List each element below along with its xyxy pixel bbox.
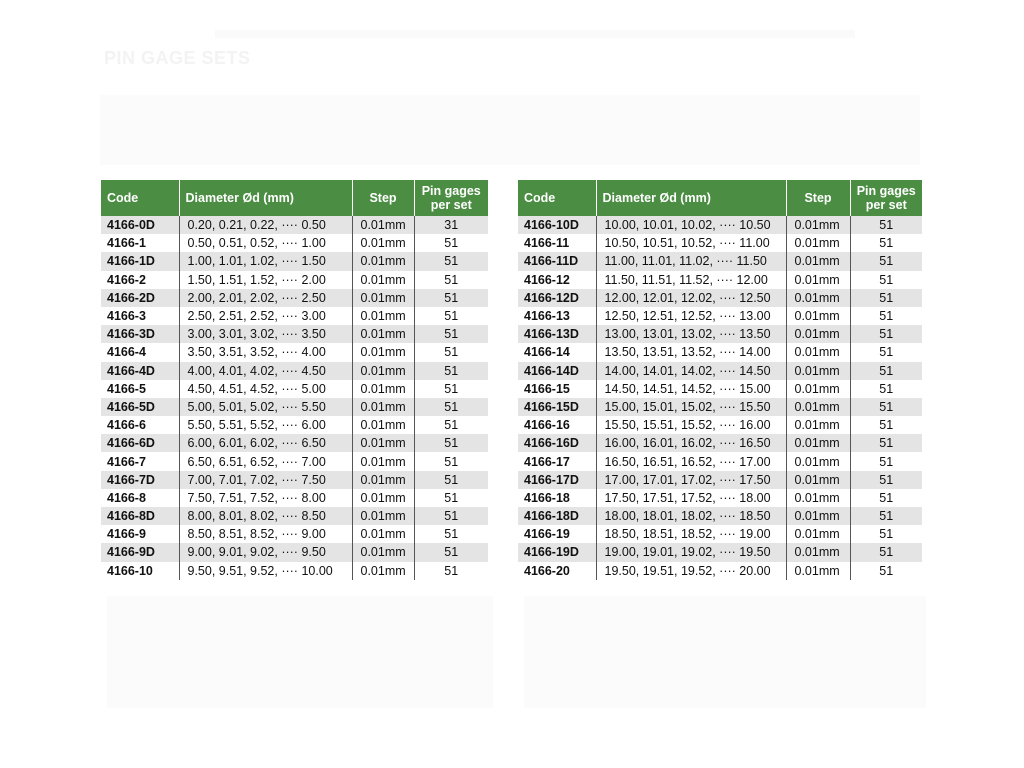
cell-pins-per-set: 51: [414, 471, 488, 489]
cell-code: 4166-7D: [101, 471, 179, 489]
cell-diameter: 11.50, 11.51, 11.52, ···· 12.00: [596, 271, 786, 289]
cell-code: 4166-10: [101, 562, 179, 580]
table-row: [518, 416, 922, 434]
cell-diameter: 6.50, 6.51, 6.52, ···· 7.00: [179, 452, 352, 470]
table-row: [101, 489, 488, 507]
faint-text-block: [100, 95, 920, 165]
cell-pins-per-set: 51: [850, 362, 922, 380]
cell-step: 0.01mm: [352, 252, 414, 270]
cell-code: 4166-6D: [101, 434, 179, 452]
cell-pins-per-set: 51: [414, 380, 488, 398]
cell-diameter: 8.00, 8.01, 8.02, ···· 8.50: [179, 507, 352, 525]
table-row: [518, 380, 922, 398]
cell-code: 4166-13: [518, 307, 596, 325]
cell-step: 0.01mm: [786, 252, 850, 270]
cell-pins-per-set: 51: [414, 307, 488, 325]
cell-step: 0.01mm: [352, 434, 414, 452]
cell-code: 4166-9D: [101, 543, 179, 561]
cell-step: 0.01mm: [786, 471, 850, 489]
header-step: Step: [352, 180, 414, 216]
cell-diameter: 13.00, 13.01, 13.02, ···· 13.50: [596, 325, 786, 343]
cell-diameter: 16.50, 16.51, 16.52, ···· 17.00: [596, 452, 786, 470]
cell-diameter: 19.50, 19.51, 19.52, ···· 20.00: [596, 562, 786, 580]
cell-pins-per-set: 51: [414, 362, 488, 380]
cell-code: 4166-2: [101, 271, 179, 289]
cell-diameter: 5.00, 5.01, 5.02, ···· 5.50: [179, 398, 352, 416]
cell-pins-per-set: 31: [414, 216, 488, 234]
cell-step: 0.01mm: [352, 471, 414, 489]
header-code: Code: [101, 180, 179, 216]
cell-step: 0.01mm: [786, 507, 850, 525]
cell-diameter: 15.00, 15.01, 15.02, ···· 15.50: [596, 398, 786, 416]
table-row: [518, 434, 922, 452]
table-row: [518, 525, 922, 543]
table-row: [518, 452, 922, 470]
cell-diameter: 17.50, 17.51, 17.52, ···· 18.00: [596, 489, 786, 507]
cell-diameter: 18.50, 18.51, 18.52, ···· 19.00: [596, 525, 786, 543]
table-row: [101, 307, 488, 325]
cell-step: 0.01mm: [786, 525, 850, 543]
cell-pins-per-set: 51: [414, 525, 488, 543]
cell-code: 4166-19: [518, 525, 596, 543]
cell-code: 4166-3: [101, 307, 179, 325]
cell-diameter: 13.50, 13.51, 13.52, ···· 14.00: [596, 343, 786, 361]
cell-step: 0.01mm: [352, 380, 414, 398]
cell-pins-per-set: 51: [414, 434, 488, 452]
cell-code: 4166-18: [518, 489, 596, 507]
cell-diameter: 15.50, 15.51, 15.52, ···· 16.00: [596, 416, 786, 434]
cell-diameter: 1.50, 1.51, 1.52, ···· 2.00: [179, 271, 352, 289]
cell-step: 0.01mm: [352, 234, 414, 252]
table-row: [101, 343, 488, 361]
cell-pins-per-set: 51: [850, 216, 922, 234]
cell-pins-per-set: 51: [414, 289, 488, 307]
cell-pins-per-set: 51: [414, 252, 488, 270]
cell-diameter: 12.00, 12.01, 12.02, ···· 12.50: [596, 289, 786, 307]
cell-pins-per-set: 51: [414, 234, 488, 252]
cell-code: 4166-15: [518, 380, 596, 398]
cell-diameter: 8.50, 8.51, 8.52, ···· 9.00: [179, 525, 352, 543]
cell-step: 0.01mm: [786, 307, 850, 325]
cell-code: 4166-1D: [101, 252, 179, 270]
table-row: [101, 362, 488, 380]
table-row: [518, 289, 922, 307]
cell-code: 4166-4: [101, 343, 179, 361]
cell-pins-per-set: 51: [414, 543, 488, 561]
table-row: [518, 489, 922, 507]
cell-diameter: 10.00, 10.01, 10.02, ···· 10.50: [596, 216, 786, 234]
cell-pins-per-set: 51: [414, 343, 488, 361]
cell-step: 0.01mm: [786, 562, 850, 580]
table-row: [101, 216, 488, 234]
table-row: [518, 562, 922, 580]
table-row: [101, 452, 488, 470]
cell-step: 0.01mm: [786, 216, 850, 234]
cell-diameter: 0.20, 0.21, 0.22, ···· 0.50: [179, 216, 352, 234]
cell-pins-per-set: 51: [414, 325, 488, 343]
cell-code: 4166-15D: [518, 398, 596, 416]
header-pins-per-set: Pin gages per set: [850, 180, 922, 216]
cell-step: 0.01mm: [786, 362, 850, 380]
cell-code: 4166-4D: [101, 362, 179, 380]
cell-code: 4166-8: [101, 489, 179, 507]
table-row: [101, 507, 488, 525]
cell-code: 4166-20: [518, 562, 596, 580]
cell-pins-per-set: 51: [414, 416, 488, 434]
cell-code: 4166-18D: [518, 507, 596, 525]
cell-diameter: 10.50, 10.51, 10.52, ···· 11.00: [596, 234, 786, 252]
table-row: [518, 362, 922, 380]
table-row: [518, 507, 922, 525]
cell-code: 4166-12: [518, 271, 596, 289]
table-row: [101, 562, 488, 580]
cell-code: 4166-11D: [518, 252, 596, 270]
faint-footer-box-right: [524, 596, 926, 708]
cell-diameter: 7.50, 7.51, 7.52, ···· 8.00: [179, 489, 352, 507]
cell-step: 0.01mm: [786, 489, 850, 507]
cell-step: 0.01mm: [786, 325, 850, 343]
table-row: [518, 216, 922, 234]
cell-diameter: 9.50, 9.51, 9.52, ···· 10.00: [179, 562, 352, 580]
cell-pins-per-set: 51: [850, 562, 922, 580]
cell-step: 0.01mm: [786, 543, 850, 561]
cell-code: 4166-13D: [518, 325, 596, 343]
cell-step: 0.01mm: [352, 289, 414, 307]
cell-diameter: 11.00, 11.01, 11.02, ···· 11.50: [596, 252, 786, 270]
cell-step: 0.01mm: [352, 271, 414, 289]
cell-diameter: 1.00, 1.01, 1.02, ···· 1.50: [179, 252, 352, 270]
cell-code: 4166-7: [101, 452, 179, 470]
header-pins-per-set: Pin gages per set: [414, 180, 488, 216]
cell-pins-per-set: 51: [850, 471, 922, 489]
cell-diameter: 0.50, 0.51, 0.52, ···· 1.00: [179, 234, 352, 252]
cell-step: 0.01mm: [352, 562, 414, 580]
cell-step: 0.01mm: [352, 325, 414, 343]
cell-diameter: 2.50, 2.51, 2.52, ···· 3.00: [179, 307, 352, 325]
table-header-row: [518, 180, 922, 216]
cell-code: 4166-12D: [518, 289, 596, 307]
cell-pins-per-set: 51: [850, 543, 922, 561]
cell-pins-per-set: 51: [850, 452, 922, 470]
cell-step: 0.01mm: [786, 271, 850, 289]
table-row: [518, 543, 922, 561]
cell-diameter: 14.00, 14.01, 14.02, ···· 14.50: [596, 362, 786, 380]
header-step: Step: [786, 180, 850, 216]
cell-pins-per-set: 51: [850, 380, 922, 398]
table-body-right: [518, 216, 922, 580]
cell-step: 0.01mm: [352, 416, 414, 434]
cell-step: 0.01mm: [352, 452, 414, 470]
cell-diameter: 3.50, 3.51, 3.52, ···· 4.00: [179, 343, 352, 361]
table-row: [101, 434, 488, 452]
table-row: [518, 471, 922, 489]
cell-pins-per-set: 51: [414, 489, 488, 507]
cell-code: 4166-0D: [101, 216, 179, 234]
table-row: [518, 271, 922, 289]
cell-pins-per-set: 51: [850, 271, 922, 289]
table-row: [101, 525, 488, 543]
header-diameter: Diameter Ød (mm): [179, 180, 352, 216]
cell-code: 4166-14: [518, 343, 596, 361]
table-row: [101, 289, 488, 307]
cell-diameter: 6.00, 6.01, 6.02, ···· 6.50: [179, 434, 352, 452]
cell-step: 0.01mm: [786, 452, 850, 470]
faint-header-rule: [215, 30, 855, 38]
cell-diameter: 2.00, 2.01, 2.02, ···· 2.50: [179, 289, 352, 307]
cell-pins-per-set: 51: [414, 507, 488, 525]
cell-diameter: 16.00, 16.01, 16.02, ···· 16.50: [596, 434, 786, 452]
cell-step: 0.01mm: [352, 525, 414, 543]
cell-code: 4166-11: [518, 234, 596, 252]
cell-code: 4166-1: [101, 234, 179, 252]
cell-pins-per-set: 51: [414, 562, 488, 580]
cell-pins-per-set: 51: [850, 434, 922, 452]
cell-pins-per-set: 51: [850, 343, 922, 361]
cell-diameter: 4.50, 4.51, 4.52, ···· 5.00: [179, 380, 352, 398]
cell-step: 0.01mm: [786, 234, 850, 252]
table-row: [101, 234, 488, 252]
cell-diameter: 18.00, 18.01, 18.02, ···· 18.50: [596, 507, 786, 525]
cell-code: 4166-5: [101, 380, 179, 398]
cell-diameter: 9.00, 9.01, 9.02, ···· 9.50: [179, 543, 352, 561]
cell-diameter: 4.00, 4.01, 4.02, ···· 4.50: [179, 362, 352, 380]
cell-code: 4166-16: [518, 416, 596, 434]
table-row: [101, 252, 488, 270]
table-row: [518, 398, 922, 416]
pin-gage-table-right: [518, 180, 922, 580]
cell-step: 0.01mm: [352, 343, 414, 361]
cell-pins-per-set: 51: [850, 398, 922, 416]
table-row: [101, 543, 488, 561]
cell-pins-per-set: 51: [414, 271, 488, 289]
cell-pins-per-set: 51: [850, 252, 922, 270]
cell-step: 0.01mm: [352, 307, 414, 325]
faint-footer-box-left: [107, 596, 493, 708]
cell-step: 0.01mm: [786, 380, 850, 398]
table-row: [518, 325, 922, 343]
cell-code: 4166-17: [518, 452, 596, 470]
cell-step: 0.01mm: [352, 398, 414, 416]
header-code: Code: [518, 180, 596, 216]
cell-pins-per-set: 51: [850, 416, 922, 434]
cell-diameter: 19.00, 19.01, 19.02, ···· 19.50: [596, 543, 786, 561]
cell-step: 0.01mm: [786, 343, 850, 361]
cell-step: 0.01mm: [352, 543, 414, 561]
table-row: [518, 234, 922, 252]
table-row: [518, 252, 922, 270]
header-diameter: Diameter Ød (mm): [596, 180, 786, 216]
table-row: [101, 380, 488, 398]
cell-pins-per-set: 51: [414, 452, 488, 470]
table-row: [518, 343, 922, 361]
cell-step: 0.01mm: [352, 216, 414, 234]
cell-step: 0.01mm: [786, 289, 850, 307]
cell-code: 4166-3D: [101, 325, 179, 343]
table-body-left: [101, 216, 488, 580]
table-row: [101, 271, 488, 289]
cell-diameter: 12.50, 12.51, 12.52, ···· 13.00: [596, 307, 786, 325]
cell-step: 0.01mm: [352, 507, 414, 525]
cell-code: 4166-8D: [101, 507, 179, 525]
cell-code: 4166-5D: [101, 398, 179, 416]
cell-pins-per-set: 51: [850, 489, 922, 507]
cell-code: 4166-6: [101, 416, 179, 434]
table-row: [101, 325, 488, 343]
cell-diameter: 5.50, 5.51, 5.52, ···· 6.00: [179, 416, 352, 434]
table-row: [101, 471, 488, 489]
cell-pins-per-set: 51: [850, 234, 922, 252]
cell-code: 4166-10D: [518, 216, 596, 234]
table-row: [518, 307, 922, 325]
pin-gage-table-left: [101, 180, 488, 580]
cell-code: 4166-17D: [518, 471, 596, 489]
cell-code: 4166-14D: [518, 362, 596, 380]
cell-diameter: 7.00, 7.01, 7.02, ···· 7.50: [179, 471, 352, 489]
cell-pins-per-set: 51: [850, 307, 922, 325]
faint-page-title: PIN GAGE SETS: [104, 48, 251, 68]
cell-code: 4166-2D: [101, 289, 179, 307]
table-row: [101, 416, 488, 434]
cell-code: 4166-16D: [518, 434, 596, 452]
cell-step: 0.01mm: [786, 434, 850, 452]
cell-step: 0.01mm: [352, 362, 414, 380]
cell-step: 0.01mm: [786, 416, 850, 434]
table-row: [101, 398, 488, 416]
cell-step: 0.01mm: [352, 489, 414, 507]
cell-code: 4166-9: [101, 525, 179, 543]
cell-pins-per-set: 51: [850, 289, 922, 307]
table-header-row: [101, 180, 488, 216]
cell-pins-per-set: 51: [850, 325, 922, 343]
cell-step: 0.01mm: [786, 398, 850, 416]
cell-pins-per-set: 51: [850, 525, 922, 543]
cell-diameter: 3.00, 3.01, 3.02, ···· 3.50: [179, 325, 352, 343]
cell-pins-per-set: 51: [414, 398, 488, 416]
cell-code: 4166-19D: [518, 543, 596, 561]
cell-diameter: 17.00, 17.01, 17.02, ···· 17.50: [596, 471, 786, 489]
cell-pins-per-set: 51: [850, 507, 922, 525]
cell-diameter: 14.50, 14.51, 14.52, ···· 15.00: [596, 380, 786, 398]
